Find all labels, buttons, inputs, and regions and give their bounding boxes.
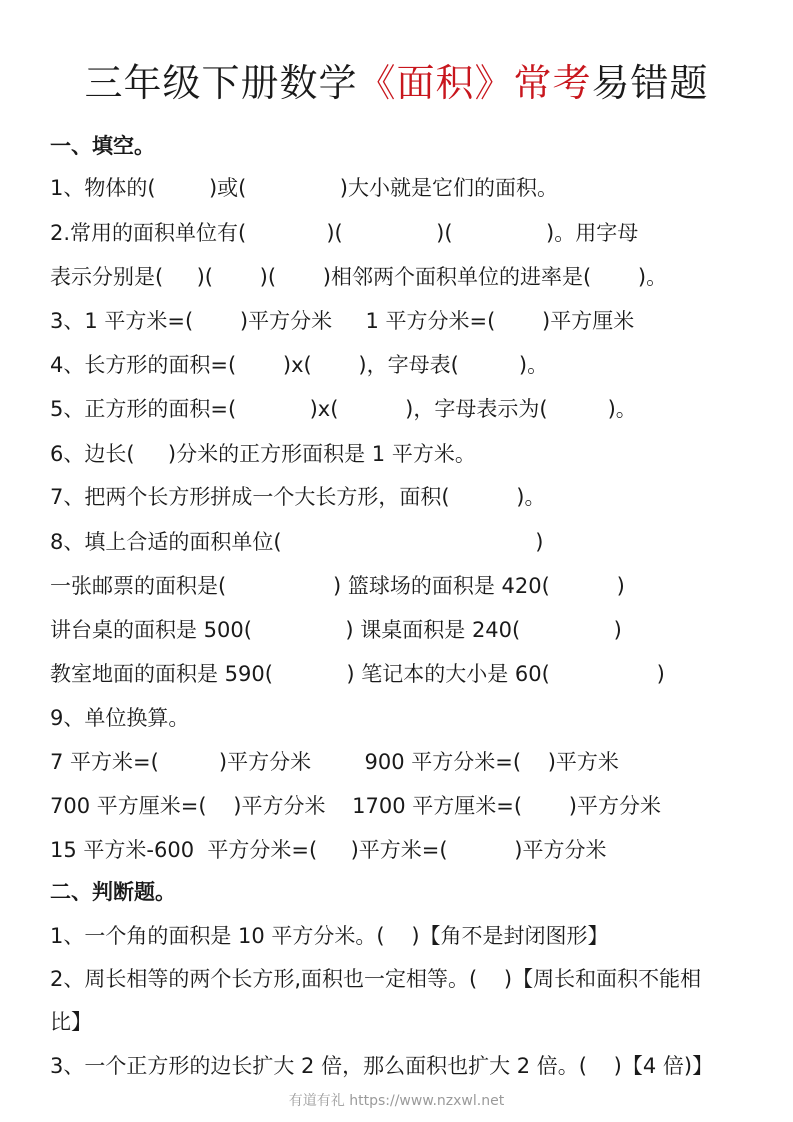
title-part3: 易错题 — [591, 61, 709, 105]
question-line: 700 平方厘米=( )平方分米 1700 平方厘米=( )平方分米 — [50, 794, 661, 818]
title-part2: 《面积》常考 — [357, 61, 592, 105]
judge-question-line: 1、一个角的面积是 10 平方分米。( )【角不是封闭图形】 — [50, 924, 609, 948]
question-line: 2.常用的面积单位有( )( )( )。用字母 — [50, 221, 639, 245]
question-line: 表示分别是( )( )( )相邻两个面积单位的进率是( )。 — [50, 265, 668, 289]
question-line: 5、正方形的面积=( )x( )，字母表示为( )。 — [50, 397, 637, 421]
question-line: 4、长方形的面积=( )x( )，字母表( )。 — [50, 353, 549, 377]
page-title — [0, 52, 793, 107]
judge-question-line: 2、周长相等的两个长方形,面积也一定相等。( )【周长和面积不能相 — [50, 967, 702, 991]
question-line: 6、边长( )分米的正方形面积是 1 平方米。 — [50, 442, 476, 466]
question-line: 3、1 平方米=( )平方分米 1 平方分米=( )平方厘米 — [50, 309, 635, 333]
question-line: 7、把两个长方形拼成一个大长方形，面积( )。 — [50, 485, 546, 509]
judge-question-line: 比】 — [50, 1010, 92, 1034]
question-line: 9、单位换算。 — [50, 706, 190, 730]
section-heading-fill-blank: 一、填空。 — [50, 134, 155, 158]
question-line: 教室地面的面积是 590( ) 笔记本的大小是 60( ) — [50, 662, 665, 686]
judge-question-line: 3、一个正方形的边长扩大 2 倍，那么面积也扩大 2 倍。( )【4 倍)】 — [50, 1054, 714, 1078]
question-line: 一张邮票的面积是( ) 篮球场的面积是 420( ) — [50, 574, 625, 598]
section-heading-true-false: 二、判断题。 — [50, 880, 176, 904]
question-line: 1、物体的( )或( )大小就是它们的面积。 — [50, 176, 558, 200]
question-line: 7 平方米=( )平方分米 900 平方分米=( )平方米 — [50, 750, 619, 774]
title-part1: 三年级下册数学 — [84, 61, 358, 105]
watermark: 有道有礼 https://www.nzxwl.net — [288, 1093, 505, 1109]
question-line: 8、填上合适的面积单位( ) — [50, 530, 544, 554]
question-line: 15 平方米-600 平方分米=( )平方米=( )平方分米 — [50, 838, 607, 862]
question-line: 讲台桌的面积是 500( ) 课桌面积是 240( ) — [50, 618, 622, 642]
